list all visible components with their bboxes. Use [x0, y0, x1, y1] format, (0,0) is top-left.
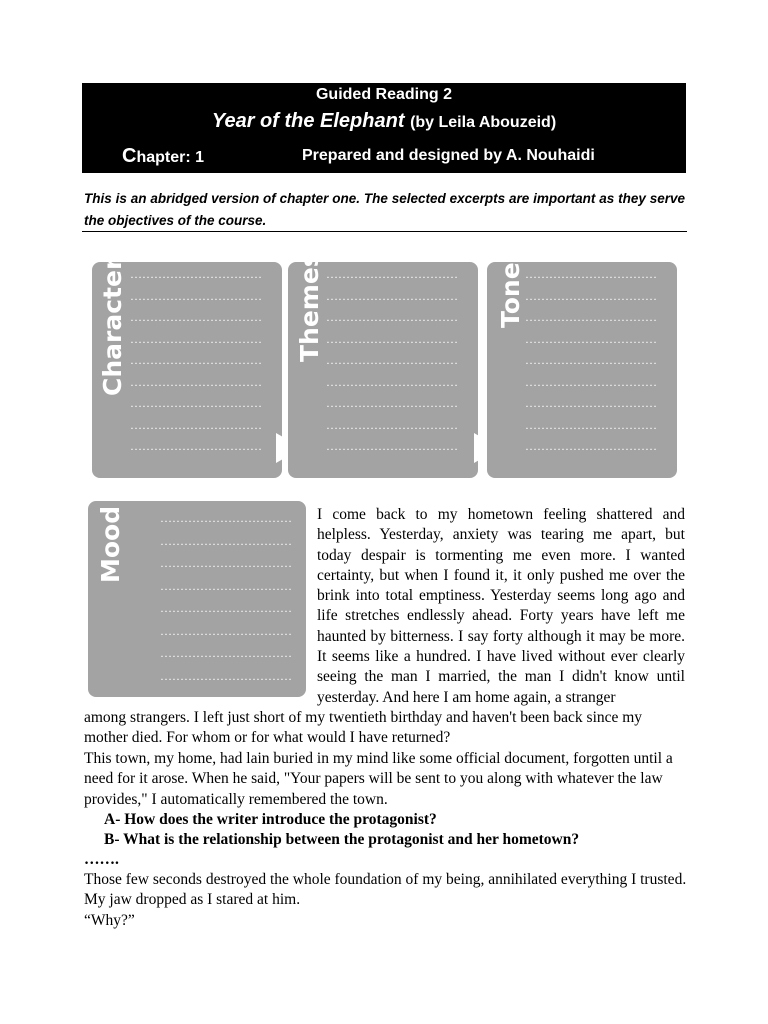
tone-label: Tone [496, 262, 525, 328]
characters-label: Characters [98, 242, 127, 396]
book-author: (by Leila Abouzeid) [410, 114, 557, 131]
passage-paragraph-3: Those few seconds destroyed the whole foundation of my being, annihilated everything I trusted. My jaw dropped as I stared at him. [84, 871, 687, 909]
characters-dot-lines: …………………………… …………………………… …………………………… …………………………… …………………………… …………………………… …………………………… …………………………… …………………………… [130, 267, 262, 453]
passage-continued: among strangers. I left just short of my twentieth birthday and haven't been back since my mother died. For whom or for what would I have returned? [84, 709, 643, 747]
tone-box [487, 262, 677, 478]
themes-dot-lines: …………………………… …………………………… …………………………… …………………………… …………………………… …………………………… …………………………… …………………………… …………………………… [326, 267, 458, 453]
mood-dot-lines: …………………………… …………………………… …………………………… …………………………… …………………………… …………………………… …………………………… …………………………… [160, 511, 292, 683]
passage-opening: I come back to my hometown feeling shattered and helpless. Yesterday, anxiety was tearing me apart, but today despair is tormenting me even more. I wanted certainty, but when I found it, it only pushed me over the brink into total emptiness. Yesterday seems long ago and life stretches endlessly ahead. Forty years have left me haunted by bitterness. I say forty although it may be more. It seems like a hundred. I have lived without ever clearly seeing the man I married, the man I didn't know until yesterday. And here I am home again, a stranger [317, 506, 685, 706]
chapter-initial: C [122, 145, 137, 167]
guided-reading-label: Guided Reading 2 [315, 86, 452, 103]
themes-label: Themes [295, 252, 324, 362]
question-a: A- How does the writer introduce the protagonist? [104, 811, 437, 828]
book-title-line [82, 110, 686, 133]
chapter-rest: hapter: 1 [136, 149, 205, 166]
mood-box [88, 501, 306, 697]
quote-why: “Why?” [84, 912, 135, 929]
themes-box [288, 252, 478, 478]
passage-paragraph-2: This town, my home, had lain buried in my mind like some official document, forgotten until a need for it arose. When he said, "Your papers will be sent to you along with whatever the law provides," I automatically remembered the town. [84, 750, 673, 808]
question-b: B- What is the relationship between the protagonist and her hometown? [104, 831, 580, 848]
header-banner [82, 83, 686, 173]
tone-dot-lines: …………………………… …………………………… …………………………… …………………………… …………………………… …………………………… …………………………… …………………………… …………………………… [525, 267, 657, 453]
characters-box [92, 242, 282, 478]
chapter-label [122, 145, 204, 168]
designer-credit: Prepared and designed by A. Nouhaidi [302, 147, 595, 164]
ellipsis: ……. [84, 851, 119, 868]
divider [82, 231, 687, 232]
book-title: Year of the Elephant [211, 110, 405, 132]
intro-note: This is an abridged version of chapter one. The selected excerpts are important as they serve the objectives of the course. [84, 191, 685, 228]
mood-label: Mood [96, 505, 125, 583]
